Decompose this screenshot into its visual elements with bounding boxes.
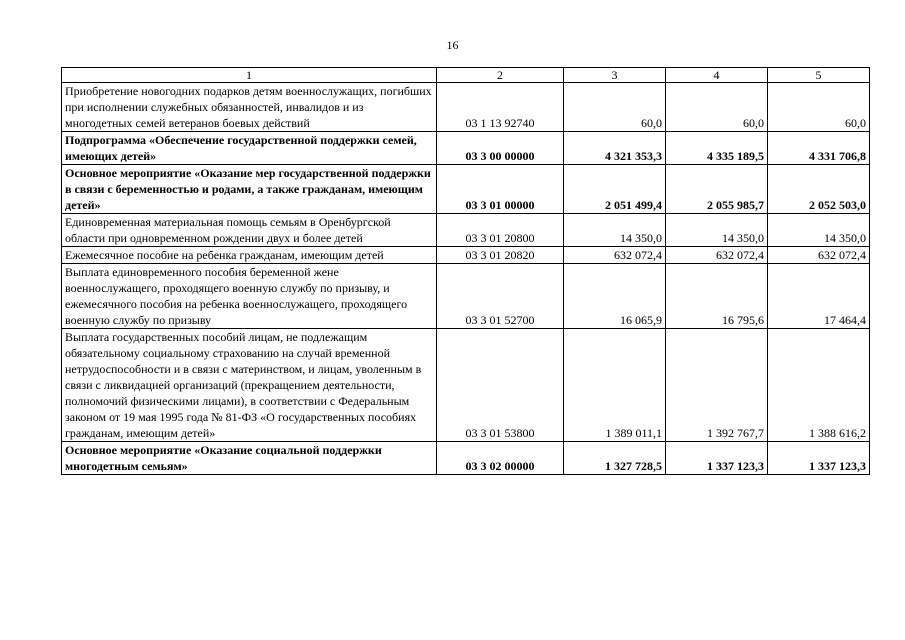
table-row bbox=[62, 247, 870, 264]
row-name: Основное мероприятие «Оказание социальной поддержки многодетным семьям» bbox=[62, 442, 437, 475]
page-number: 16 bbox=[446, 38, 459, 52]
column-header-5: 5 bbox=[768, 68, 870, 83]
column-header-2: 2 bbox=[437, 68, 564, 83]
row-value-year1: 1 327 728,5 bbox=[564, 442, 666, 475]
row-value-year3: 14 350,0 bbox=[768, 214, 870, 247]
row-name: Выплата государственных пособий лицам, не подлежащим обязательному социальному страхованию на случай временной нетрудоспособности и в связи с материнством, и лицам, уволенным в связи с ликвидацией организаций (прекращением деятельности, полномочий физическими лицами), в соответствии с Федеральным законом от 19 мая 1995 года № 81-ФЗ «О государственных пособиях гражданам, имеющим детей» bbox=[62, 329, 437, 442]
column-header-3: 3 bbox=[564, 68, 666, 83]
row-value-year2: 4 335 189,5 bbox=[666, 132, 768, 165]
row-value-year3: 1 388 616,2 bbox=[768, 329, 870, 442]
row-value-year3: 632 072,4 bbox=[768, 247, 870, 264]
row-value-year2: 16 795,6 bbox=[666, 264, 768, 329]
row-value-year3: 2 052 503,0 bbox=[768, 165, 870, 214]
row-value-year2: 2 055 985,7 bbox=[666, 165, 768, 214]
row-value-year2: 1 392 767,7 bbox=[666, 329, 768, 442]
row-value-year1: 14 350,0 bbox=[564, 214, 666, 247]
row-code: 03 3 01 52700 bbox=[437, 264, 564, 329]
table-row bbox=[62, 132, 870, 165]
row-code: 03 3 01 20820 bbox=[437, 247, 564, 264]
row-value-year3: 17 464,4 bbox=[768, 264, 870, 329]
table-row bbox=[62, 442, 870, 475]
row-value-year3: 4 331 706,8 bbox=[768, 132, 870, 165]
budget-table bbox=[61, 67, 870, 475]
row-value-year3: 1 337 123,3 bbox=[768, 442, 870, 475]
row-name: Ежемесячное пособие на ребенка гражданам, имеющим детей bbox=[62, 247, 437, 264]
row-name: Подпрограмма «Обеспечение государственной поддержки семей, имеющих детей» bbox=[62, 132, 437, 165]
row-name: Выплата единовременного пособия беременной жене военнослужащего, проходящего военную службу по призыву, и ежемесячного пособия на ребенка военнослужащего, проходящего военную службу по призыву bbox=[62, 264, 437, 329]
row-name: Основное мероприятие «Оказание мер государственной поддержки в связи с беременностью и родами, а также гражданам, имеющим детей» bbox=[62, 165, 437, 214]
row-code: 03 3 02 00000 bbox=[437, 442, 564, 475]
table-row bbox=[62, 165, 870, 214]
row-value-year1: 632 072,4 bbox=[564, 247, 666, 264]
table-header-row bbox=[62, 68, 870, 83]
row-code: 03 3 00 00000 bbox=[437, 132, 564, 165]
column-header-4: 4 bbox=[666, 68, 768, 83]
table-row bbox=[62, 214, 870, 247]
row-value-year2: 60,0 bbox=[666, 83, 768, 132]
row-code: 03 3 01 00000 bbox=[437, 165, 564, 214]
row-value-year1: 16 065,9 bbox=[564, 264, 666, 329]
row-code: 03 3 01 20800 bbox=[437, 214, 564, 247]
table-row bbox=[62, 264, 870, 329]
row-value-year3: 60,0 bbox=[768, 83, 870, 132]
table-row bbox=[62, 329, 870, 442]
row-code: 03 1 13 92740 bbox=[437, 83, 564, 132]
row-value-year1: 4 321 353,3 bbox=[564, 132, 666, 165]
row-value-year2: 632 072,4 bbox=[666, 247, 768, 264]
row-value-year1: 1 389 011,1 bbox=[564, 329, 666, 442]
row-value-year1: 2 051 499,4 bbox=[564, 165, 666, 214]
row-value-year1: 60,0 bbox=[564, 83, 666, 132]
column-header-1: 1 bbox=[62, 68, 437, 83]
row-value-year2: 14 350,0 bbox=[666, 214, 768, 247]
row-code: 03 3 01 53800 bbox=[437, 329, 564, 442]
table-row bbox=[62, 83, 870, 132]
row-name: Единовременная материальная помощь семьям в Оренбургской области при одновременном рождении двух и более детей bbox=[62, 214, 437, 247]
row-name: Приобретение новогодних подарков детям военнослужащих, погибших при исполнении служебных обязанностей, инвалидов и из многодетных семей ветеранов боевых действий bbox=[62, 83, 437, 132]
row-value-year2: 1 337 123,3 bbox=[666, 442, 768, 475]
